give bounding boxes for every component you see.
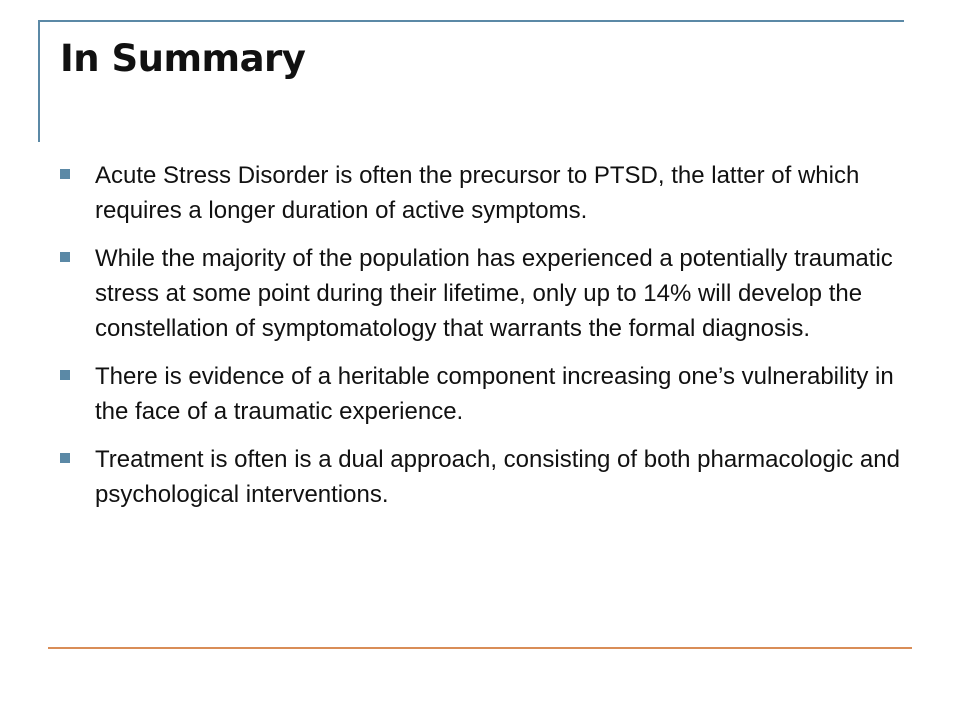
bullet-item <box>60 359 900 429</box>
bullet-text: There is evidence of a heritable component increasing one’s vulnerability in the face of a traumatic experience. <box>95 363 894 425</box>
bullet-item <box>60 241 900 346</box>
bullet-text: Acute Stress Disorder is often the precursor to PTSD, the latter of which requires a longer duration of active symptoms. <box>95 162 860 224</box>
slide-title: In Summary <box>60 37 306 80</box>
title-frame-left-line <box>38 20 40 142</box>
bullet-list <box>60 158 900 525</box>
bullet-text: Treatment is often is a dual approach, consisting of both pharmacologic and psychological interventions. <box>95 446 900 508</box>
bullet-item <box>60 442 900 512</box>
title-frame-top-line <box>38 20 904 22</box>
square-bullet-icon <box>60 370 70 380</box>
square-bullet-icon <box>60 252 70 262</box>
bullet-item <box>60 158 900 228</box>
square-bullet-icon <box>60 453 70 463</box>
square-bullet-icon <box>60 169 70 179</box>
bullet-text: While the majority of the population has experienced a potentially traumatic stress at some point during their lifetime, only up to 14% will develop the constellation of symptomatology that warrants the formal diagnosis. <box>95 245 893 342</box>
bottom-rule <box>48 647 912 649</box>
